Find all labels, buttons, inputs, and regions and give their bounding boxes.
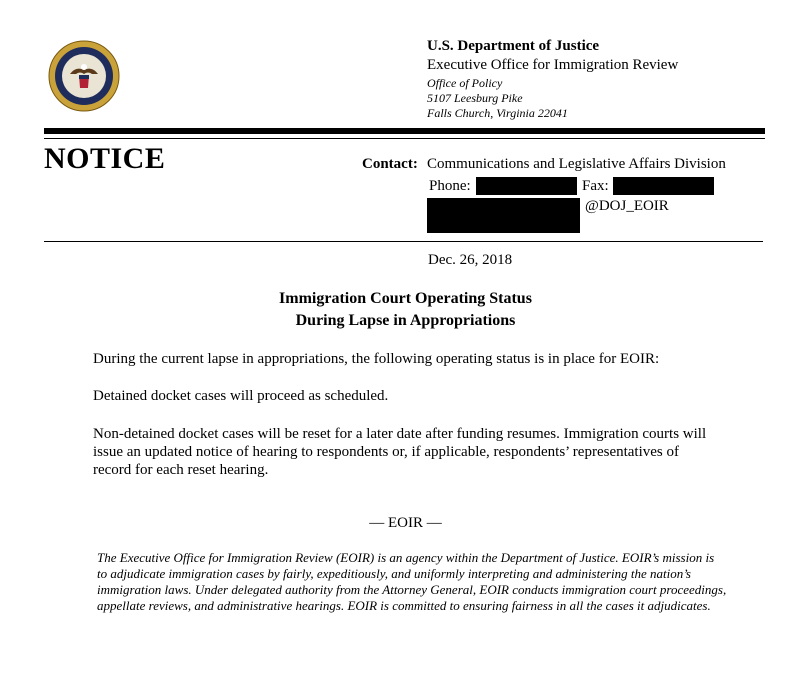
phone-label: Phone: xyxy=(429,178,471,194)
notice-title-line2: During Lapse in Appropriations xyxy=(295,312,516,329)
fax-label: Fax: xyxy=(582,178,609,194)
city-address: Falls Church, Virginia 22041 xyxy=(427,106,568,120)
twitter-handle: @DOJ_EOIR xyxy=(585,198,669,214)
notice-date: Dec. 26, 2018 xyxy=(428,252,513,268)
phone-redaction xyxy=(476,177,577,195)
email-redaction xyxy=(427,198,580,233)
contact-division: Communications and Legislative Affairs Division xyxy=(427,156,726,172)
header-rule-thick xyxy=(44,128,765,134)
doj-seal-logo xyxy=(48,40,120,112)
department-name: U.S. Department of Justice xyxy=(427,38,600,54)
office-name: Executive Office for Immigration Review xyxy=(427,57,679,73)
body-paragraph-1: During the current lapse in appropriations, the following operating status is in place for EOIR: xyxy=(93,351,660,367)
body-paragraph-2: Detained docket cases will proceed as scheduled. xyxy=(93,388,389,404)
section-rule xyxy=(44,241,763,242)
header-rule-thin xyxy=(44,138,765,139)
fax-redaction xyxy=(613,177,714,195)
notice-heading: NOTICE xyxy=(44,142,166,175)
street-address: 5107 Leesburg Pike xyxy=(427,91,523,105)
contact-label: Contact: xyxy=(362,156,418,172)
sub-office: Office of Policy xyxy=(427,76,503,90)
boilerplate-paragraph: The Executive Office for Immigration Review (EOIR) is an agency within the Department of Justice. EOIR’s mission is to adjudicate immigration cases by fairly, expeditiously, and uniformly interpreting and administering the nation’s immigration laws. Under delegated authority from the Attorney General, EOIR conducts immigration court proceedings, appellate reviews, and administrative hearings. EOIR is committed to ensuring fairness in all the cases it adjudicates. xyxy=(97,550,727,613)
eoir-signoff: — EOIR — xyxy=(369,515,442,531)
notice-title-line1: Immigration Court Operating Status xyxy=(279,290,532,307)
body-paragraph-3: Non-detained docket cases will be reset for a later date after funding resumes. Immigration courts will issue an updated notice of hearing to respondents or, if applicable, respondents’ representatives of record for each reset hearing. xyxy=(93,426,707,478)
